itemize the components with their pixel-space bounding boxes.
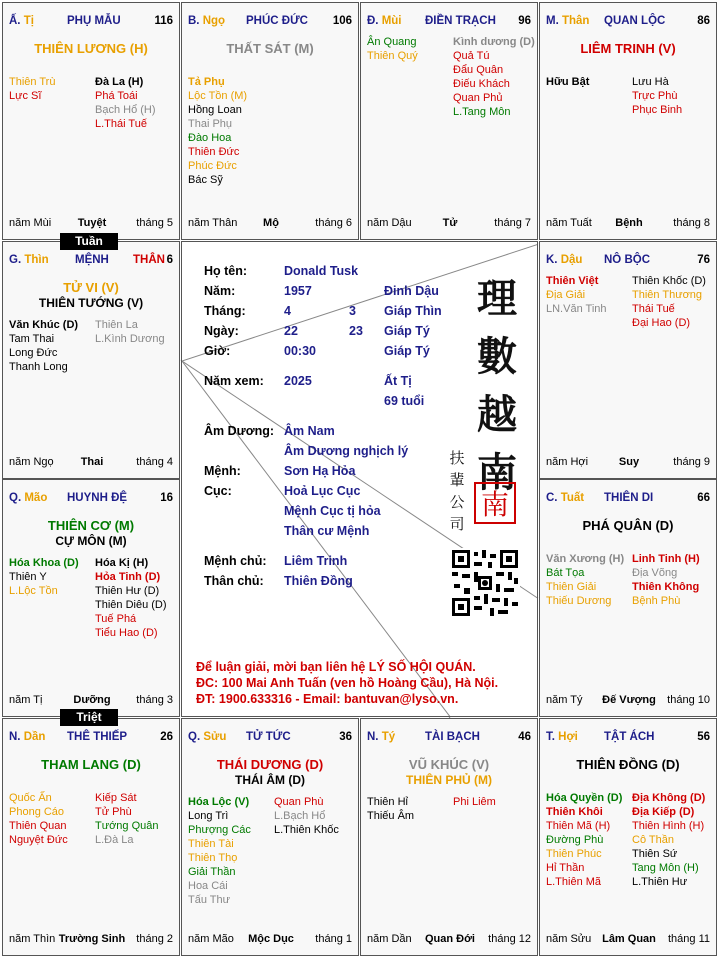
minor-star: Linh Tinh (H) xyxy=(632,553,700,565)
palace-branch: M. Thân xyxy=(546,15,590,27)
minor-star: Thiên Hình (H) xyxy=(632,820,705,832)
calligraphy-char: 數 xyxy=(477,333,517,380)
palace-year: năm Dần xyxy=(367,933,412,945)
palace-ti[interactable] xyxy=(2,2,180,240)
birth-year: 1957 xyxy=(284,284,312,298)
palace-number: 106 xyxy=(332,15,352,27)
palace-name: QUAN LỘC xyxy=(604,15,666,27)
birth-hour: 00:30 xyxy=(284,344,316,358)
tuan-badge: Tuần xyxy=(60,233,118,250)
palace-phase: Suy xyxy=(618,456,640,468)
minor-star: Đường Phù xyxy=(546,834,604,846)
palace-footer xyxy=(367,933,533,947)
palace-branch: N. Tý xyxy=(367,731,396,743)
minor-star: L.Thiên Hư xyxy=(632,876,688,888)
palace-number: 56 xyxy=(697,731,710,743)
minor-star: Thiên Khôi xyxy=(546,806,603,818)
palace-name: TÀI BẠCH xyxy=(425,731,480,743)
palace-number: 26 xyxy=(160,731,173,743)
minor-star: Thiên Sứ xyxy=(632,848,678,860)
minor-star: Ân Quang xyxy=(367,36,417,48)
minor-star: Tấu Thư xyxy=(188,894,231,906)
minor-star: Bệnh Phù xyxy=(632,595,681,607)
palace-ty[interactable] xyxy=(360,718,538,956)
right-star-list xyxy=(95,556,167,640)
main-star: CỰ MÔN (M) xyxy=(55,534,127,548)
palace-branch: G. Thìn xyxy=(9,254,49,266)
minor-star: Phá Toái xyxy=(95,90,138,102)
minor-star: Điếu Khách xyxy=(453,78,510,90)
palace-phase: Lâm Quan xyxy=(602,933,656,945)
palace-year: năm Ngọ xyxy=(9,456,54,468)
palace-number: 66 xyxy=(697,492,710,504)
minor-star: Tiểu Hao (D) xyxy=(95,627,158,639)
contact-phone-email: ĐT: 1900.633316 - Email: bantuvan@lyso.vn. xyxy=(196,692,459,706)
minor-star: Tử Phù xyxy=(95,806,132,818)
palace-name: PHÚC ĐỨC xyxy=(246,15,308,27)
than-cu: Thân cư Mệnh xyxy=(284,524,370,538)
minor-star: Đại Hao (D) xyxy=(632,317,691,329)
view-year-label: Năm xem: xyxy=(204,374,264,388)
birth-hour-can: Giáp Tý xyxy=(384,344,430,358)
minor-star: Nguyệt Đức xyxy=(9,834,68,846)
minor-star: Văn Khúc (D) xyxy=(9,319,79,331)
palace-month: tháng 11 xyxy=(667,933,710,945)
palace-month: tháng 10 xyxy=(667,694,710,706)
minor-star: L.Lộc Tồn xyxy=(9,585,58,597)
minor-star: Bạch Hổ (H) xyxy=(95,104,156,116)
left-star-list xyxy=(188,795,251,907)
palace-phase: Mộc Dục xyxy=(248,933,294,945)
palace-header xyxy=(546,492,712,508)
palace-number: 36 xyxy=(339,731,352,743)
minor-star: L.Tang Môn xyxy=(453,106,511,118)
right-star-list xyxy=(95,791,159,847)
left-star-list xyxy=(9,556,79,598)
right-star-list xyxy=(95,318,165,346)
main-star: TỬ VI (V) xyxy=(63,280,119,295)
triet-badge: Triệt xyxy=(60,709,118,726)
main-star: THIÊN PHỦ (M) xyxy=(406,773,492,787)
minor-star: Thiếu Dương xyxy=(546,595,612,607)
minor-star: Hóa Kị (H) xyxy=(95,557,149,569)
palace-footer xyxy=(546,456,712,470)
calligraphy-small-char: 司 xyxy=(449,515,465,533)
than-marker: THÂN xyxy=(133,254,165,266)
birth-month-lunar: 3 xyxy=(349,304,356,318)
minor-star: Địa Giải xyxy=(546,289,586,301)
calligraphy-small-char: 扶 xyxy=(449,449,465,467)
view-year-can: Ất Tị xyxy=(384,374,412,388)
amduong-label: Âm Dương: xyxy=(204,424,275,438)
minor-star: Thiên Đức xyxy=(188,146,240,158)
center-info-panel xyxy=(181,241,538,717)
palace-header xyxy=(9,254,175,270)
menh-label: Mệnh: xyxy=(204,464,241,478)
palace-mui[interactable] xyxy=(360,2,538,240)
red-seal: 南 xyxy=(474,482,516,524)
palace-header xyxy=(546,254,712,270)
birth-month: 4 xyxy=(284,304,291,318)
minor-star: Long Đức xyxy=(9,347,58,359)
amduong-detail: Âm Dương nghịch lý xyxy=(284,444,409,458)
palace-header xyxy=(9,15,175,31)
palace-year: năm Mão xyxy=(188,933,234,945)
hour-label: Giờ: xyxy=(204,344,231,358)
palace-branch: Đ. Mùi xyxy=(367,15,402,27)
palace-name: THIÊN DI xyxy=(604,492,654,504)
minor-star: Thiên Quý xyxy=(367,50,418,62)
minor-star: Tang Môn (H) xyxy=(632,862,699,874)
palace-header xyxy=(367,15,533,31)
main-star: THIÊN TƯỚNG (V) xyxy=(38,296,144,310)
minor-star: Hóa Lộc (V) xyxy=(188,796,250,808)
minor-star: Văn Xương (H) xyxy=(546,553,625,565)
minor-star: Phượng Các xyxy=(188,824,251,836)
palace-header xyxy=(9,492,175,508)
palace-phase: Trường Sinh xyxy=(58,933,126,945)
year-label: Năm: xyxy=(204,284,236,298)
palace-branch: K. Dậu xyxy=(546,254,583,266)
minor-star: Kiếp Sát xyxy=(95,792,137,804)
palace-name: ĐIỀN TRẠCH xyxy=(425,15,496,27)
minor-star: Thiên Phúc xyxy=(546,848,602,860)
cuc-detail: Mệnh Cục tị hỏa xyxy=(284,504,381,518)
palace-footer xyxy=(9,694,175,708)
palace-suu[interactable] xyxy=(181,718,359,956)
palace-number: 116 xyxy=(154,15,173,27)
palace-footer xyxy=(546,694,712,708)
palace-number: 16 xyxy=(160,492,173,504)
minor-star: Địa Không (D) xyxy=(632,792,706,804)
palace-month: tháng 8 xyxy=(673,217,710,229)
palace-footer xyxy=(9,933,175,947)
palace-month: tháng 5 xyxy=(136,217,173,229)
palace-phase: Quan Đới xyxy=(425,933,475,945)
minor-star: Hồng Loan xyxy=(188,104,242,116)
minor-star: Hỏa Tinh (D) xyxy=(95,571,161,583)
minor-star: Lưu Hà xyxy=(632,76,669,88)
minor-star: Phúc Đức xyxy=(188,160,237,172)
palace-month: tháng 6 xyxy=(315,217,352,229)
palace-header xyxy=(188,15,354,31)
palace-year: năm Sửu xyxy=(546,933,592,945)
minor-star: L.Kình Dương xyxy=(95,333,165,345)
minor-star: Thiên Giải xyxy=(546,581,597,593)
minor-star: Thai Phụ xyxy=(188,118,233,130)
calligraphy-char: 越 xyxy=(477,391,517,438)
minor-star: Quả Tú xyxy=(453,50,490,62)
minor-star: Địa Kiếp (D) xyxy=(632,806,695,818)
person-name: Donald Tusk xyxy=(284,264,359,278)
minor-star: Thiên Mã (H) xyxy=(546,820,611,832)
palace-dan[interactable] xyxy=(2,718,180,956)
minor-star: Đẩu Quân xyxy=(453,64,504,76)
palace-header xyxy=(546,731,712,747)
minor-star: Thiên Khốc (D) xyxy=(632,275,706,287)
minor-star: Tả Phụ xyxy=(188,76,225,88)
minor-star: Phong Cáo xyxy=(9,806,65,818)
menhchu-value: Liêm Trinh xyxy=(284,554,348,568)
palace-hoi[interactable] xyxy=(539,718,717,956)
palace-mao[interactable] xyxy=(2,479,180,717)
minor-star: L.Thiên Khốc xyxy=(274,824,339,836)
palace-dau[interactable] xyxy=(539,241,717,479)
calligraphy-small xyxy=(448,447,466,535)
palace-branch: C. Tuất xyxy=(546,492,585,504)
birth-year-can: Đinh Dậu xyxy=(384,284,439,298)
minor-star: Quốc Ấn xyxy=(9,792,52,804)
palace-name: NÔ BỘC xyxy=(604,254,650,266)
minor-star: Thiên Tài xyxy=(188,838,234,850)
left-star-list xyxy=(367,35,418,63)
minor-star: Giải Thần xyxy=(188,866,236,878)
palace-footer xyxy=(188,933,354,947)
contact-line-1: Để luận giải, mời bạn liên hệ LÝ SỐ HỘI QUÁN. xyxy=(196,660,476,674)
palace-year: năm Thìn xyxy=(9,933,56,945)
calligraphy-char: 南 xyxy=(477,449,517,496)
palace-branch: Q. Mão xyxy=(9,492,48,504)
palace-month: tháng 9 xyxy=(673,456,710,468)
palace-branch: Ấ. Tị xyxy=(9,15,34,27)
palace-phase: Đế Vượng xyxy=(602,694,656,706)
palace-number: 96 xyxy=(518,15,531,27)
contact-address: ĐC: 100 Mai Anh Tuấn (ven hồ Hoàng Cầu), Hà Nội. xyxy=(196,676,499,690)
main-star: THAM LANG (D) xyxy=(41,757,141,772)
palace-year: năm Tị xyxy=(9,694,43,706)
palace-phase: Mộ xyxy=(263,217,279,229)
minor-star: L.Thiên Mã xyxy=(546,876,602,888)
palace-year: năm Hợi xyxy=(546,456,589,468)
menh-value: Sơn Hạ Hỏa xyxy=(284,464,356,478)
palace-header xyxy=(188,731,354,747)
left-star-list xyxy=(9,791,68,847)
palace-number: 6 xyxy=(166,254,173,266)
birth-day-lunar: 23 xyxy=(349,324,363,338)
left-star-list xyxy=(9,75,55,103)
minor-star: Hỉ Thần xyxy=(546,862,585,874)
palace-name: THÊ THIẾP xyxy=(67,731,128,743)
palace-name: HUYNH ĐỆ xyxy=(67,492,128,504)
minor-star: Thiên Diêu (D) xyxy=(95,599,167,611)
minor-star: Thiên Y xyxy=(9,571,47,583)
left-star-list xyxy=(546,75,589,89)
calligraphy-char: 理 xyxy=(477,275,517,322)
palace-header xyxy=(546,15,712,31)
minor-star: Thiên Thọ xyxy=(188,852,238,864)
palace-than[interactable] xyxy=(539,2,717,240)
minor-star: Thiên Hỉ xyxy=(367,796,408,808)
palace-month: tháng 7 xyxy=(494,217,531,229)
palace-footer xyxy=(9,456,175,470)
main-star: THẤT SÁT (M) xyxy=(226,41,314,56)
right-star-list xyxy=(274,795,339,837)
palace-phase: Thai xyxy=(80,456,104,468)
minor-star: Hóa Quyền (D) xyxy=(546,792,623,804)
minor-star: Lộc Tồn (M) xyxy=(188,90,248,102)
palace-number: 46 xyxy=(518,731,531,743)
minor-star: Thiên Quan xyxy=(9,820,67,832)
minor-star: Thanh Long xyxy=(9,361,68,373)
left-star-list xyxy=(367,795,414,823)
minor-star: L.Đà La xyxy=(95,834,134,846)
palace-number: 86 xyxy=(697,15,710,27)
minor-star: Kình dương (D) xyxy=(453,36,535,48)
minor-star: Thái Tuế xyxy=(632,303,675,315)
minor-star: Bác Sỹ xyxy=(188,174,223,186)
minor-star: Thiên Thương xyxy=(632,289,703,301)
palace-branch: N. Dần xyxy=(9,731,46,743)
minor-star: Phi Liêm xyxy=(453,796,496,808)
palace-month: tháng 2 xyxy=(136,933,173,945)
minor-star: Quan Phù xyxy=(274,796,324,808)
menhchu-label: Mệnh chủ: xyxy=(204,554,267,568)
minor-star: LN.Văn Tinh xyxy=(546,303,607,315)
palace-header xyxy=(367,731,533,747)
palace-phase: Tử xyxy=(442,217,458,229)
left-star-list xyxy=(9,318,78,374)
birth-day-can: Giáp Tý xyxy=(384,324,430,338)
palace-phase: Dưỡng xyxy=(73,694,111,706)
minor-star: L.Thái Tuế xyxy=(95,118,147,130)
calligraphy-small-char: 輩 xyxy=(449,471,465,489)
left-star-list xyxy=(546,552,624,608)
palace-footer xyxy=(367,217,533,231)
minor-star: Long Trì xyxy=(188,810,229,822)
palace-branch: B. Ngọ xyxy=(188,15,226,27)
palace-footer xyxy=(546,933,712,947)
minor-star: Đà La (H) xyxy=(95,76,144,88)
birth-day: 22 xyxy=(284,324,298,338)
qr-code-icon[interactable] xyxy=(450,548,520,618)
left-star-list xyxy=(546,791,622,889)
right-star-list xyxy=(632,552,700,608)
thanchu-value: Thiên Đồng xyxy=(284,574,353,588)
birth-month-can: Giáp Thìn xyxy=(384,304,442,318)
amduong-value: Âm Nam xyxy=(284,424,335,438)
palace-footer xyxy=(188,217,354,231)
palace-name: TẬT ÁCH xyxy=(604,731,655,743)
palace-header xyxy=(9,731,175,747)
month-label: Tháng: xyxy=(204,304,246,318)
palace-thin[interactable] xyxy=(2,241,180,479)
palace-name: PHỤ MẪU xyxy=(67,15,121,27)
main-star: PHÁ QUÂN (D) xyxy=(582,518,674,533)
minor-star: Thiếu Âm xyxy=(367,810,415,822)
right-star-list xyxy=(632,791,705,889)
minor-star: Thiên Hư (D) xyxy=(95,585,160,597)
main-star: THIÊN CƠ (M) xyxy=(47,518,135,533)
minor-star: Tuế Phá xyxy=(95,613,137,625)
minor-star: Đào Hoa xyxy=(188,132,232,144)
minor-star: Bát Tọa xyxy=(546,567,585,579)
palace-branch: Q. Sửu xyxy=(188,731,227,743)
palace-year: năm Dậu xyxy=(367,217,412,229)
minor-star: Hoa Cái xyxy=(188,880,228,892)
main-star: THIÊN LƯƠNG (H) xyxy=(34,41,148,56)
minor-star: Trực Phù xyxy=(632,90,678,102)
minor-star: Thiên La xyxy=(95,319,138,331)
palace-month: tháng 3 xyxy=(136,694,173,706)
palace-year: năm Tuất xyxy=(546,217,592,229)
main-star: LIÊM TRINH (V) xyxy=(580,41,676,56)
palace-year: năm Thân xyxy=(188,217,238,229)
minor-star: Địa Võng xyxy=(632,567,678,579)
palace-name: MỆNH xyxy=(75,254,109,266)
cuc-label: Cục: xyxy=(204,484,232,498)
left-star-list xyxy=(546,274,607,316)
main-star: VŨ KHÚC (V) xyxy=(408,757,490,772)
thanchu-label: Thân chủ: xyxy=(204,574,264,588)
palace-year: năm Tý xyxy=(546,694,583,706)
palace-name: TỬ TỨC xyxy=(246,731,291,743)
minor-star: Lực Sĩ xyxy=(9,90,42,102)
right-star-list xyxy=(632,75,682,117)
main-star: THÁI DƯƠNG (D) xyxy=(216,757,324,772)
right-star-list xyxy=(453,795,496,809)
minor-star: Cô Thần xyxy=(632,834,674,846)
minor-star: Thiên Trù xyxy=(9,76,56,88)
palace-phase: Tuyệt xyxy=(77,217,107,229)
cuc-value: Hoả Lục Cục xyxy=(284,484,361,498)
palace-number: 76 xyxy=(697,254,710,266)
minor-star: Hữu Bật xyxy=(546,76,590,88)
age: 69 tuổi xyxy=(384,394,425,408)
left-star-list xyxy=(188,75,247,187)
palace-phase: Bệnh xyxy=(615,217,643,229)
minor-star: L.Bạch Hổ xyxy=(274,810,326,822)
view-year: 2025 xyxy=(284,374,312,388)
minor-star: Thiên Việt xyxy=(546,275,599,287)
minor-star: Hóa Khoa (D) xyxy=(9,557,79,569)
minor-star: Thiên Không xyxy=(632,581,700,593)
calligraphy-title xyxy=(462,270,532,502)
right-star-list xyxy=(632,274,706,330)
name-label: Họ tên: xyxy=(204,264,248,278)
palace-branch: T. Hợi xyxy=(546,731,578,743)
main-star: THIÊN ĐỒNG (D) xyxy=(576,757,680,772)
day-label: Ngày: xyxy=(204,324,239,338)
palace-ngo[interactable] xyxy=(181,2,359,240)
palace-footer xyxy=(9,217,175,231)
palace-tuat[interactable] xyxy=(539,479,717,717)
palace-month: tháng 4 xyxy=(136,456,173,468)
palace-year: năm Mùi xyxy=(9,217,52,229)
main-star: THÁI ÂM (D) xyxy=(235,773,305,787)
minor-star: Phục Binh xyxy=(632,104,683,116)
right-star-list xyxy=(453,35,535,119)
palace-month: tháng 12 xyxy=(488,933,531,945)
calligraphy-small-char: 公 xyxy=(449,493,465,511)
minor-star: Tướng Quân xyxy=(95,820,159,832)
palace-month: tháng 1 xyxy=(315,933,352,945)
right-star-list xyxy=(95,75,156,131)
palace-footer xyxy=(546,217,712,231)
minor-star: Tam Thai xyxy=(9,333,55,345)
minor-star: Quan Phủ xyxy=(453,92,503,104)
